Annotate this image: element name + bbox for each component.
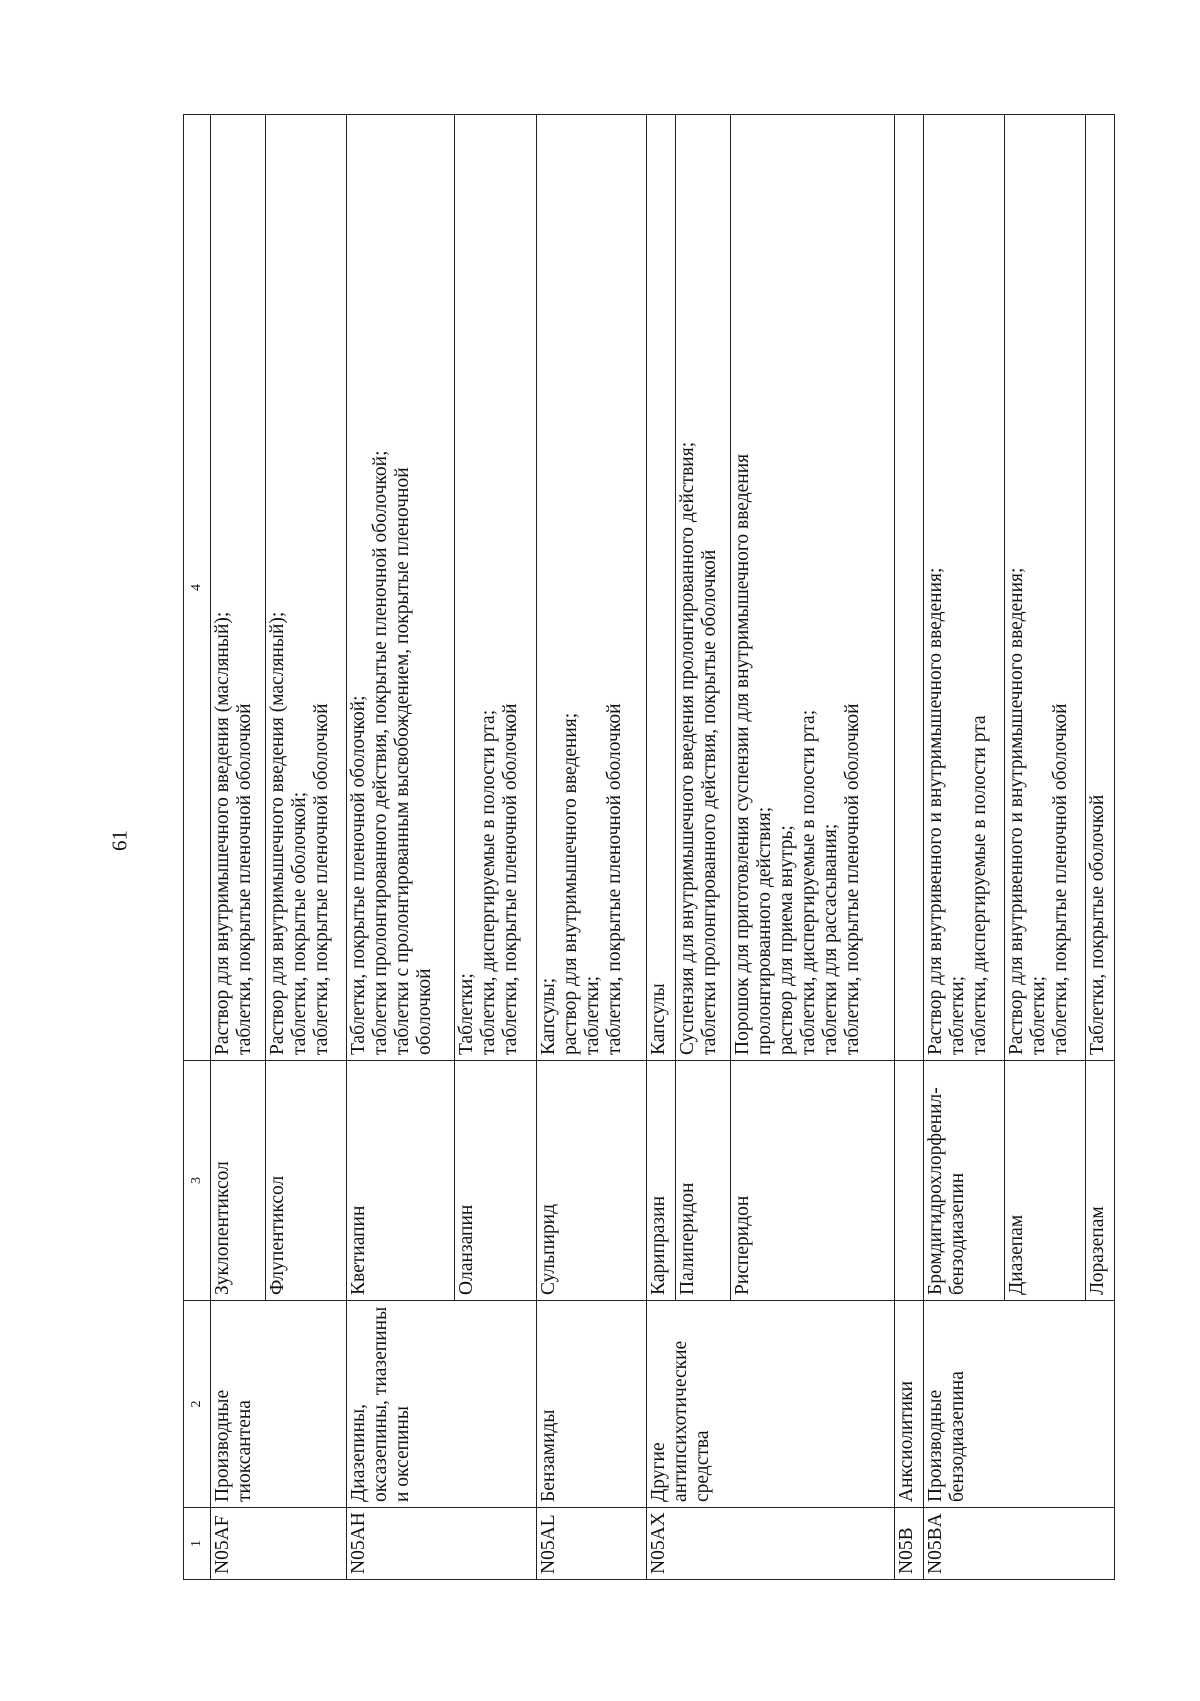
page-number: 61 [107,830,132,851]
form-line: таблетки с пролонгированным высвобождением, покрытые пленочной [391,467,413,1055]
form-line: Суспензия для внутримышечного введения пролонгированного действия; [677,441,699,1055]
group-name: Анксиолитики [895,1301,924,1508]
dosage-forms [265,115,346,1061]
form-line: Таблетки, покрытые пленочной оболочкой; [347,695,369,1055]
dosage-forms [210,115,265,1061]
header-col-1: 1 [184,1508,211,1580]
group-name: Бензамиды [537,1301,647,1508]
atc-code: N05AH [346,1508,537,1580]
form-line: таблетки; [582,975,604,1055]
group-name: Производные тиоксантена [210,1301,346,1508]
atc-code: N05AL [537,1508,647,1580]
drug-name: Сульпирид [537,1061,647,1301]
drug-name: Флупентиксол [265,1061,346,1301]
rotated-table-container [183,115,1115,1580]
atc-code: N05AF [210,1508,346,1580]
dosage-forms [1085,115,1114,1061]
form-line: таблетки, покрытые пленочной оболочкой [233,703,255,1055]
form-line: таблетки, покрытые пленочной оболочкой [1049,703,1071,1055]
form-line: таблетки, диспергируемые в полости рта; [478,709,500,1055]
atc-code: N05B [895,1508,924,1580]
form-line: Раствор для внутримышечного введения (масляный); [266,611,288,1055]
form-line: пролонгированного действия; [754,806,776,1055]
header-col-4: 4 [184,115,211,1061]
drug-name: Рисперидон [731,1061,895,1301]
form-line: таблетки, покрытые пленочной оболочкой [604,703,626,1055]
dosage-forms [1004,115,1085,1061]
dosage-forms [537,115,647,1061]
header-col-3: 3 [184,1061,211,1301]
drug-name: Диазепам [1004,1061,1085,1301]
drug-name: Кветиапин [346,1061,455,1301]
medication-table [183,114,1115,1580]
form-line: таблетки, покрытые пленочной оболочкой [500,703,522,1055]
table-row [537,115,647,1580]
header-row [184,115,211,1580]
drug-name: Оланзапин [455,1061,537,1301]
drug-name: Зуклопентиксол [210,1061,265,1301]
form-line: Раствор для внутривенного и внутримышечного введения; [1005,567,1027,1055]
form-line: Таблетки; [456,973,478,1055]
header-col-2: 2 [184,1301,211,1508]
form-line: Раствор для внутримышечного введения (масляный); [211,611,233,1055]
atc-code: N05AX [647,1508,895,1580]
form-line: таблетки, диспергируемые в полости рта [969,715,991,1055]
form-line: таблетки, покрытые оболочкой; [288,791,310,1055]
form-line: таблетки; [1027,975,1049,1055]
dosage-forms [346,115,455,1061]
form-line: оболочкой [413,968,435,1055]
group-name: Производные бензодиазепина [924,1301,1115,1508]
dosage-forms [924,115,1005,1061]
drug-name [895,1061,924,1301]
group-name: Диазепины, оксазепины, тиазепины и оксепины [346,1301,537,1508]
drug-name: Лоразепам [1085,1061,1114,1301]
dosage-forms [731,115,895,1061]
atc-code: N05BA [924,1508,1115,1580]
form-line: Таблетки, покрытые оболочкой [1086,794,1108,1055]
dosage-forms [676,115,731,1061]
table-row [346,115,455,1580]
form-line: раствор для приема внутрь; [776,825,798,1055]
form-line: таблетки пролонгированного действия, покрытые пленочной оболочкой; [369,450,391,1055]
drug-name: Карипразин [647,1061,676,1301]
form-line: таблетки, покрытые пленочной оболочкой [842,703,864,1055]
dosage-forms [895,115,924,1061]
table-row [895,115,924,1580]
form-line: таблетки для рассасывания; [820,823,842,1055]
form-line: Раствор для внутривенного и внутримышечного введения; [925,567,947,1055]
form-line: Капсулы; [538,977,560,1055]
form-line: Капсулы [648,983,670,1055]
form-line: Порошок для приготовления суспензии для внутримышечного введения [732,453,754,1055]
drug-name: Бромдигидрохлорфенил-бензодиазепин [924,1061,1005,1301]
form-line: таблетки; [947,975,969,1055]
drug-name: Палиперидон [676,1061,731,1301]
table-row [210,115,265,1580]
dosage-forms [647,115,676,1061]
dosage-forms [455,115,537,1061]
group-name: Другие антипсихотические средства [647,1301,895,1508]
table-row [924,115,1005,1580]
form-line: таблетки пролонгированного действия, покрытые оболочкой [699,549,721,1055]
form-line: раствор для внутримышечного введения; [560,712,582,1055]
form-line: таблетки, покрытые пленочной оболочкой [310,703,332,1055]
form-line: таблетки, диспергируемые в полости рта; [798,709,820,1055]
table-row [647,115,676,1580]
